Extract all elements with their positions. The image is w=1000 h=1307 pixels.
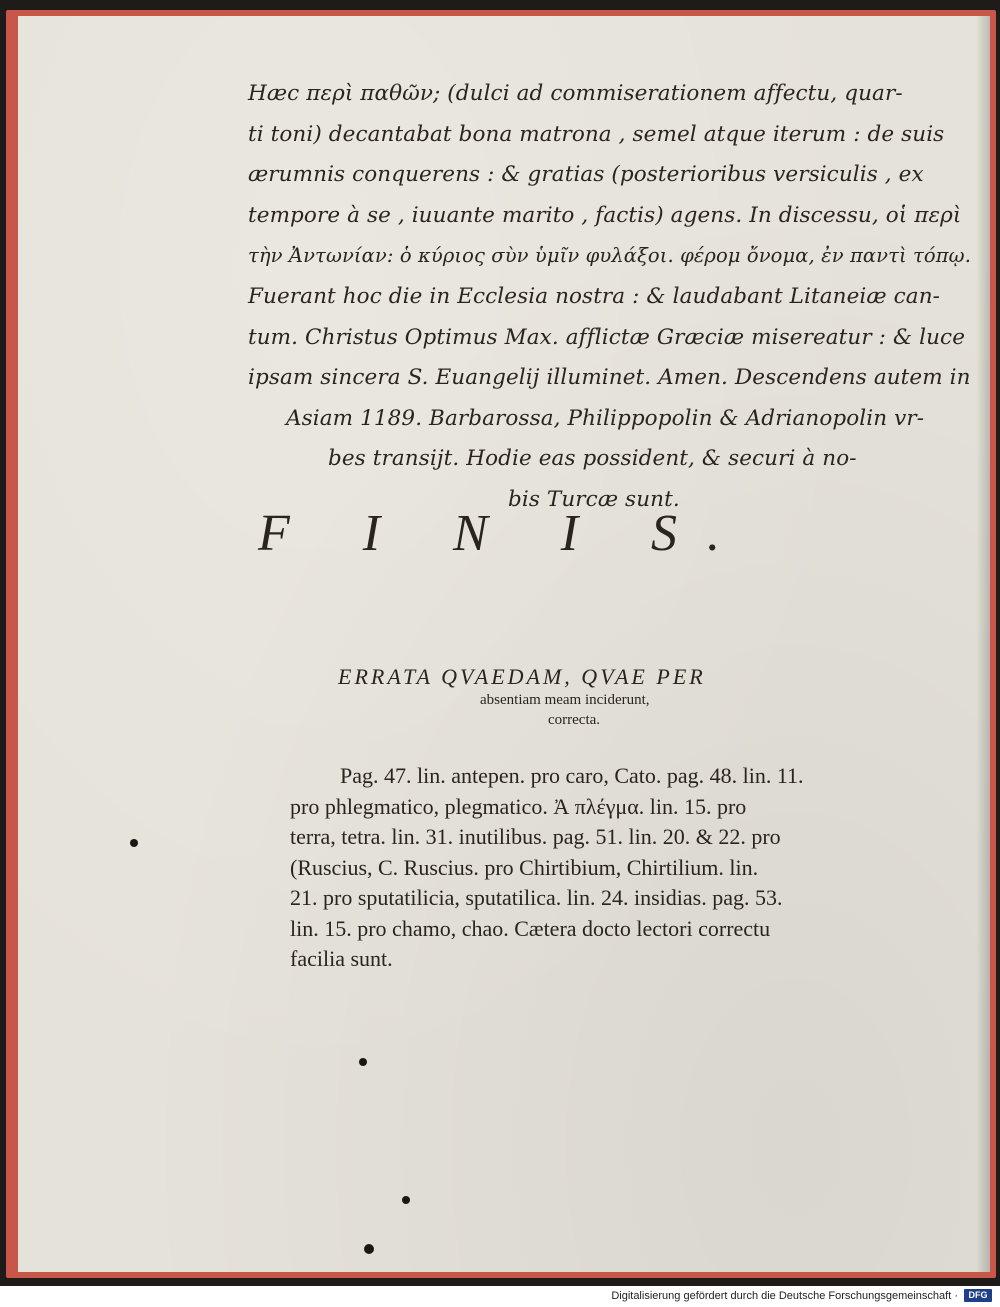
passage-line: tempore à se , iuuante marito , factis) agens. In discessu, οἱ περὶ	[248, 202, 962, 228]
passage-line: τὴν Ἀντωνίαν: ὁ κύριος σὺν ὑμῖν φυλάξοι. φέρομ ὄνομα, ἐν παντὶ τόπῳ.	[248, 244, 971, 268]
errata-line: pro phlegmatico, plegmatico. Ἀ πλέγμα. lin. 15. pro	[290, 793, 747, 819]
ink-blot	[359, 1058, 367, 1066]
digitization-credit: Digitalisierung gefördert durch die Deutsche Forschungsgemeinschaft ·	[611, 1290, 958, 1302]
errata-line: (Ruscius, C. Ruscius. pro Chirtibium, Chirtilium. lin.	[290, 854, 759, 880]
passage-line: ærumnis conquerens : & gratias (posterioribus versiculis , ex	[248, 162, 924, 188]
passage-line: bes transijt. Hodie eas possident, & securi à no-	[328, 446, 857, 472]
errata-line: terra, tetra. lin. 31. inutilibus. pag. 51. lin. 20. & 22. pro	[290, 824, 781, 849]
book-page	[18, 16, 990, 1272]
errata-line: 21. pro sputatilicia, sputatilica. lin. 24. insidias. pag. 53.	[290, 885, 783, 910]
errata-subheading: absentiam meam inciderunt,	[480, 692, 650, 708]
errata-subheading-correcta: correcta.	[548, 712, 601, 728]
ink-blot	[402, 1196, 410, 1204]
errata-list	[290, 761, 910, 975]
finis-title: F I N I S.	[257, 505, 751, 562]
errata-line: lin. 15. pro chamo, chao. Cætera docto lectori correctu	[290, 915, 771, 941]
passage-line: Hæc περὶ παθῶν; (dulci ad commiserationem affectu, quar-	[248, 81, 903, 106]
passage-line: Fuerant hoc die in Ecclesia nostra : & laudabant Litaneiæ can-	[248, 283, 941, 309]
page-gutter-shadow	[976, 16, 990, 1272]
dfg-logo: DFG	[964, 1289, 992, 1302]
italic-passage	[248, 74, 971, 521]
passage-line: ti toni) decantabat bona matrona , semel atque iterum : de suis	[248, 121, 945, 147]
ink-blot	[364, 1244, 374, 1254]
passage-line: tum. Christus Optimus Max. afflictæ Græciæ misereatur : & luce	[248, 324, 966, 350]
errata-line: facilia sunt.	[290, 946, 393, 971]
passage-line: Asiam 1189. Barbarossa, Philippopolin & Adrianopolin vr-	[286, 405, 925, 431]
passage-line: ipsam sincera S. Euangelij illuminet. Amen. Descendens autem in	[248, 365, 971, 391]
errata-heading: ERRATA QVAEDAM, QVAE PER	[338, 664, 706, 689]
passage-line: bis Turcæ sunt.	[508, 486, 680, 512]
ink-blot	[130, 839, 138, 847]
errata-line: Pag. 47. lin. antepen. pro caro, Cato. pag. 48. lin. 11.	[340, 763, 804, 788]
